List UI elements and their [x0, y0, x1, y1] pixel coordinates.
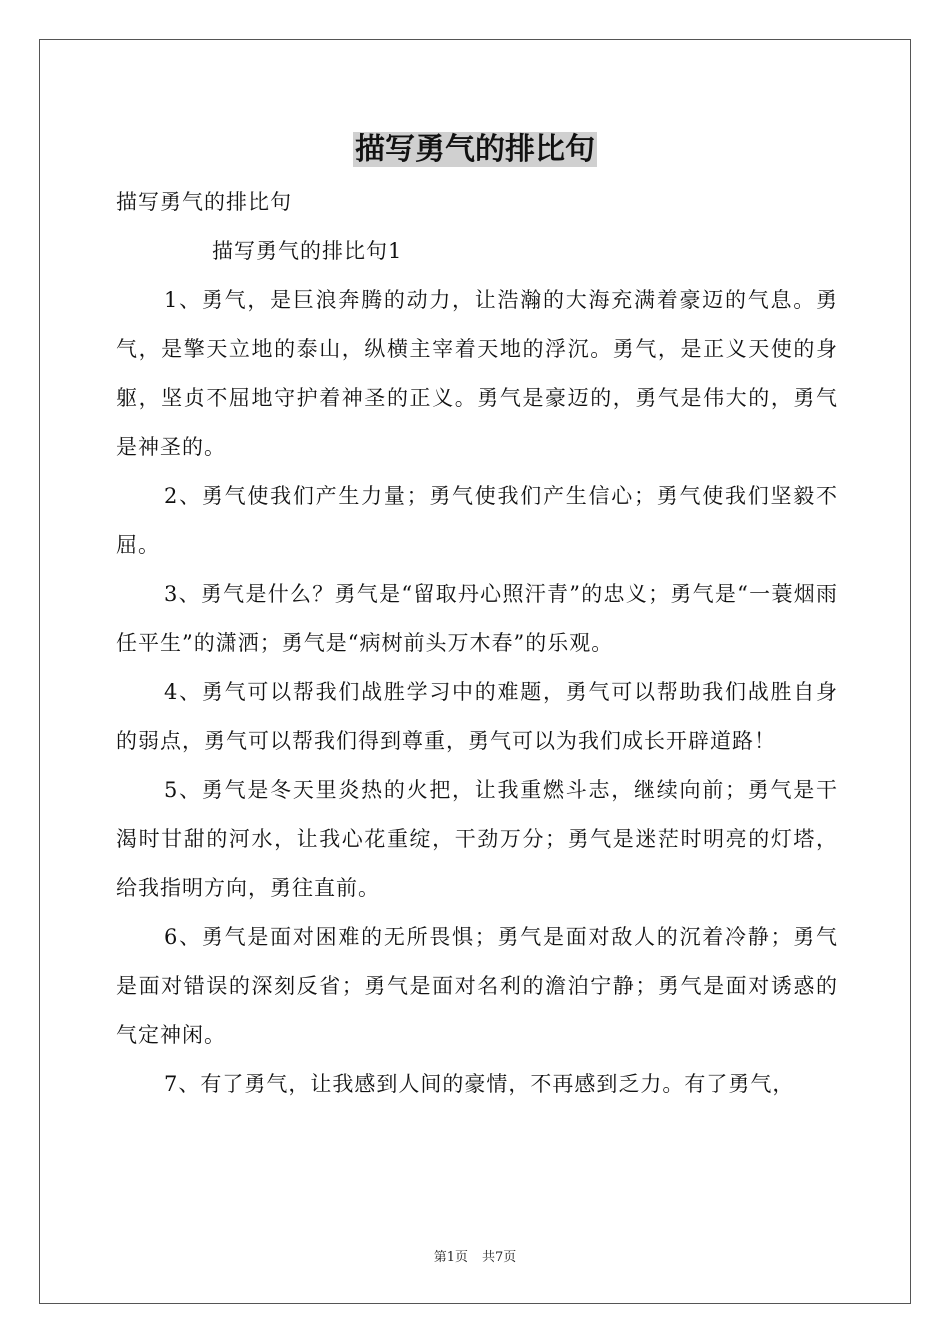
document-title-text: 描写勇气的排比句 — [355, 132, 595, 167]
page-number: 第1页 — [433, 1250, 468, 1265]
document-title — [0, 128, 950, 172]
paragraph-2: 2、勇气使我们产生力量；勇气使我们产生信心；勇气使我们坚毅不屈。 — [116, 484, 838, 557]
paragraph-4: 4、勇气可以帮我们战胜学习中的难题，勇气可以帮助我们战胜自身的弱点，勇气可以帮我们得到尊重，勇气可以为我们成长开辟道路！ — [116, 680, 838, 753]
paragraph-1: 1、勇气，是巨浪奔腾的动力，让浩瀚的大海充满着豪迈的气息。勇气，是擎天立地的泰山，纵横主宰着天地的浮沉。勇气，是正义天使的身躯，坚贞不屈地守护着神圣的正义。勇气是豪迈的，勇气是伟大的，勇气是神圣的。 — [116, 288, 838, 459]
paragraph-7: 7、有了勇气，让我感到人间的豪情，不再感到乏力。有了勇气， — [164, 1072, 795, 1096]
heading-line: 描写勇气的排比句 — [116, 190, 292, 214]
paragraph-6: 6、勇气是面对困难的无所畏惧；勇气是面对敌人的沉着冷静；勇气是面对错误的深刻反省；勇气是面对名利的澹泊宁静；勇气是面对诱惑的气定神闲。 — [116, 925, 838, 1047]
paragraph-3: 3、勇气是什么？勇气是“留取丹心照汗青”的忠义；勇气是“一蓑烟雨任平生”的潇洒；勇气是“病树前头万木春”的乐观。 — [116, 582, 838, 655]
document-body — [116, 178, 838, 1109]
section-subtitle: 描写勇气的排比句1 — [212, 239, 403, 263]
page-footer — [0, 1246, 950, 1265]
paragraph-5: 5、勇气是冬天里炎热的火把，让我重燃斗志，继续向前；勇气是干渴时甘甜的河水，让我心花重绽，干劲万分；勇气是迷茫时明亮的灯塔，给我指明方向，勇往直前。 — [116, 778, 838, 900]
page-total: 共7页 — [482, 1250, 517, 1265]
